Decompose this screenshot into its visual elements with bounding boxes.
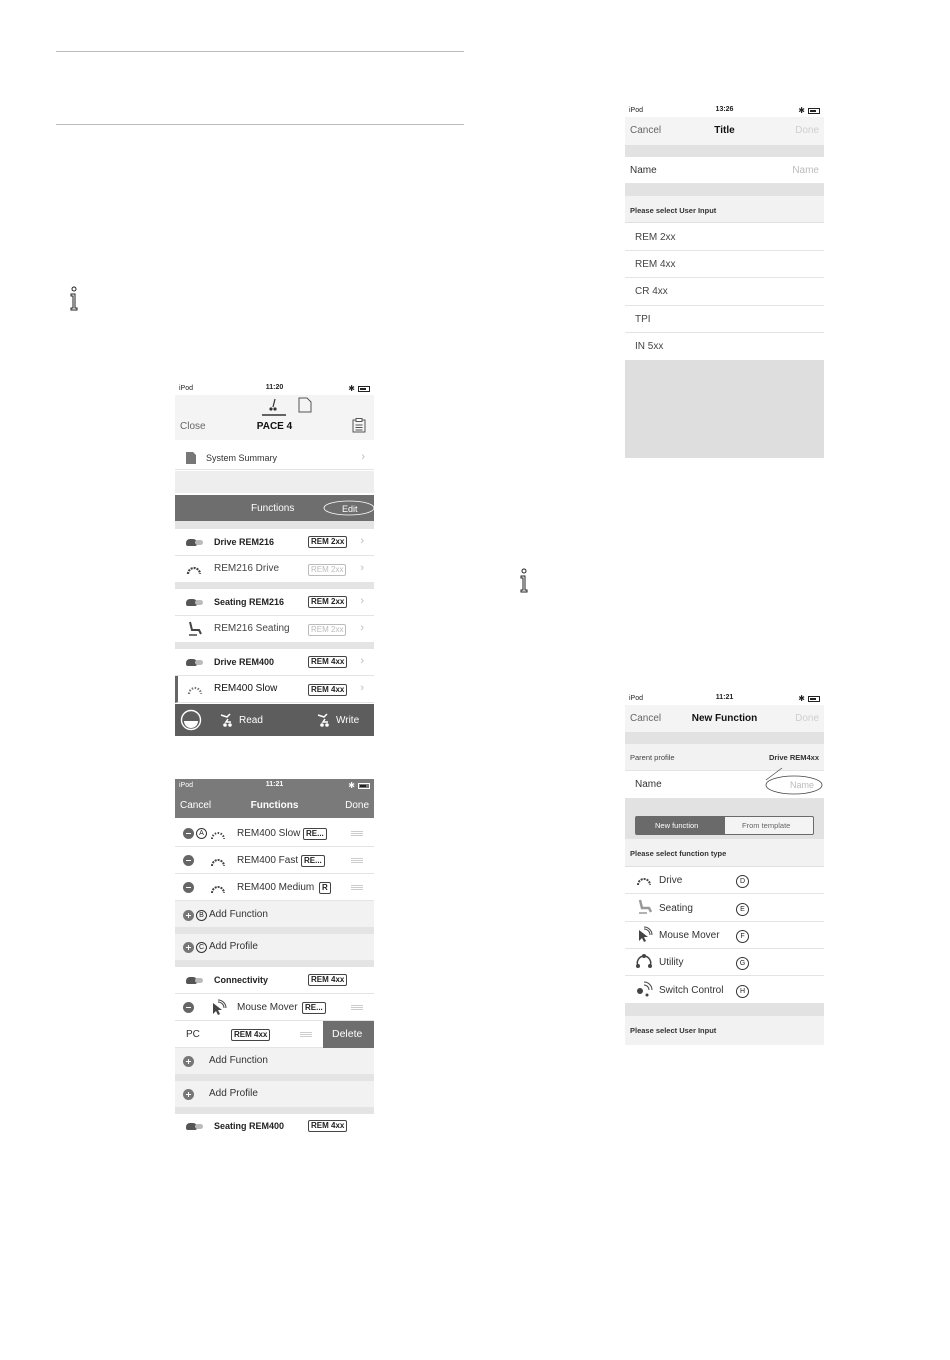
page-title: PACE 4 [256, 421, 293, 432]
row-label: REM400 Medium [237, 882, 315, 893]
status-bar [175, 382, 374, 395]
row-label: REM216 Drive [214, 563, 280, 574]
clock: 11:20 [265, 384, 284, 391]
status-bar [175, 779, 374, 792]
function-type-utility[interactable] [625, 949, 824, 976]
function-type-mouse-mover[interactable] [625, 922, 824, 949]
carrier-label: iPod [179, 782, 194, 789]
device-tag: RE... [303, 828, 327, 840]
row-label: Seating REM400 [214, 1121, 285, 1131]
chevron-right-icon: › [360, 622, 364, 634]
cancel-button[interactable]: Cancel [180, 800, 212, 811]
profile-icon [186, 539, 204, 546]
drive-icon [636, 875, 652, 886]
battery-icon [808, 696, 820, 702]
pace-navbar [175, 395, 374, 440]
delete-button[interactable] [323, 1021, 374, 1048]
switch-control-icon [635, 980, 653, 998]
separator [175, 521, 374, 529]
device-tag: REM 4xx [231, 1029, 270, 1041]
function-type-switch-control[interactable] [625, 976, 824, 1004]
device-tag: REM 4xx [308, 974, 347, 986]
option-label: REM 4xx [635, 259, 676, 270]
system-summary-row[interactable] [175, 446, 374, 470]
row-label: Drive REM216 [214, 537, 275, 547]
document-tab-icon[interactable] [298, 397, 312, 413]
chevron-right-icon: › [360, 655, 364, 667]
cancel-button[interactable]: Cancel [630, 713, 662, 724]
mouse-mover-icon [209, 999, 227, 1017]
device-tag: RE... [301, 855, 325, 867]
profile-row-seating-rem400[interactable] [175, 1114, 374, 1133]
bottom-toolbar [175, 704, 374, 736]
callout-marker: G [736, 957, 749, 970]
row-label: REM400 Fast [237, 855, 299, 866]
user-input-option[interactable] [625, 306, 824, 333]
function-row-mouse-mover[interactable] [175, 994, 374, 1021]
cancel-button[interactable]: Cancel [630, 125, 662, 136]
done-button[interactable]: Done [345, 800, 369, 811]
delete-label: Delete [332, 1028, 363, 1040]
drive-icon [210, 882, 226, 894]
select-function-type-label: Please select function type [625, 839, 824, 867]
separator [625, 145, 824, 157]
clipboard-icon[interactable] [352, 418, 366, 433]
functions-navbar [175, 792, 374, 818]
reorder-handle-icon[interactable] [351, 858, 363, 863]
type-label: Drive [659, 875, 683, 886]
write-icon [316, 712, 332, 728]
page-title: Functions [250, 800, 299, 811]
function-row-rem400-medium[interactable] [175, 874, 374, 901]
write-button[interactable]: Write [336, 715, 360, 726]
type-label: Utility [659, 957, 684, 968]
option-label: IN 5xx [635, 341, 664, 352]
delete-minus-icon[interactable] [183, 828, 194, 839]
add-profile-row[interactable] [175, 1081, 374, 1108]
callout-marker: F [736, 930, 749, 943]
battery-indicator [348, 384, 370, 393]
chevron-right-icon: › [361, 451, 365, 463]
separator [625, 1004, 824, 1016]
name-label: Name [630, 165, 657, 176]
reorder-handle-icon[interactable] [351, 1005, 363, 1010]
function-type-drive[interactable] [625, 867, 824, 894]
device-tag: REM 2xx [308, 536, 347, 548]
callout-marker: E [736, 903, 749, 916]
device-tag: REM 4xx [308, 656, 347, 668]
utility-icon [635, 953, 653, 971]
profile-icon [186, 977, 204, 984]
battery-icon [358, 386, 370, 392]
add-plus-icon[interactable] [183, 1089, 194, 1100]
chevron-right-icon: › [360, 682, 364, 694]
bluetooth-icon: ✱ [798, 106, 805, 115]
battery-indicator [798, 694, 820, 703]
device-tag: REM 4xx [308, 684, 347, 696]
row-label: Seating REM216 [214, 597, 285, 607]
close-button[interactable]: Close [180, 421, 206, 432]
add-function-label: Add Function [209, 909, 268, 920]
user-input-option[interactable] [625, 224, 824, 251]
callout-marker: B [196, 910, 207, 921]
segment-new-function[interactable] [636, 817, 725, 834]
profile-icon [186, 599, 204, 606]
add-profile-row[interactable] [175, 934, 374, 961]
add-function-row[interactable] [175, 901, 374, 928]
function-source-segmented-control [635, 816, 814, 835]
done-button[interactable]: Done [795, 713, 819, 724]
drive-icon [210, 855, 226, 867]
chevron-right-icon: › [360, 535, 364, 547]
bluetooth-icon: ✱ [348, 781, 355, 790]
function-row-pc-swiped[interactable] [175, 1021, 374, 1048]
mouse-mover-icon [635, 926, 653, 944]
function-row-rem400-slow[interactable] [175, 676, 374, 703]
edit-button[interactable]: Edit [342, 504, 358, 514]
profile-row-drive-rem216[interactable] [175, 529, 374, 556]
row-label: PC [186, 1029, 200, 1040]
device-tag: REM 2xx [308, 624, 346, 636]
profile-row-drive-rem400[interactable] [175, 649, 374, 676]
add-profile-label: Add Profile [209, 941, 258, 952]
device-tag: RE... [302, 1002, 326, 1014]
new-function-screen [625, 692, 824, 1045]
option-label: REM 2xx [635, 232, 676, 243]
top-rule-1 [56, 51, 464, 52]
row-label: Mouse Mover [237, 1002, 298, 1013]
function-row-rem400-slow[interactable] [175, 820, 374, 847]
profile-row-seating-rem216[interactable] [175, 589, 374, 616]
row-label: Connectivity [214, 975, 269, 985]
delete-minus-icon[interactable] [183, 882, 194, 893]
callout-marker: D [736, 875, 749, 888]
row-label: Drive REM400 [214, 657, 275, 667]
select-user-input-label: Please select User Input [625, 196, 824, 223]
name-field-row[interactable] [625, 157, 824, 184]
battery-icon [808, 108, 820, 114]
option-label: TPI [635, 314, 651, 325]
device-tag: REM 4xx [308, 1120, 347, 1132]
reorder-handle-icon[interactable] [351, 885, 363, 890]
user-input-option[interactable] [625, 251, 824, 278]
user-input-option[interactable] [625, 278, 824, 306]
device-tag: R [319, 882, 331, 894]
reorder-handle-icon[interactable] [351, 831, 363, 836]
function-row-rem400-fast[interactable] [175, 847, 374, 874]
battery-indicator [348, 781, 370, 790]
callout-marker: A [196, 828, 207, 839]
segment-from-template[interactable] [725, 817, 813, 834]
device-tag: REM 2xx [308, 596, 347, 608]
chevron-right-icon: › [360, 562, 364, 574]
parent-profile-value: Drive REM4xx [768, 753, 819, 762]
drive-icon [186, 563, 202, 575]
chevron-right-icon: › [360, 595, 364, 607]
status-bar [625, 104, 824, 117]
profile-icon [186, 659, 204, 666]
add-function-row[interactable] [175, 1048, 374, 1075]
bluetooth-icon: ✱ [348, 384, 355, 393]
seating-icon [187, 621, 203, 637]
segment-label: From template [742, 821, 791, 830]
empty-area [625, 360, 824, 458]
name-input[interactable]: Name [792, 165, 819, 176]
separator [625, 184, 824, 196]
chair-tab-icon[interactable] [261, 397, 287, 417]
profile-row-connectivity[interactable] [175, 967, 374, 994]
row-label: REM400 Slow [237, 828, 301, 839]
device-tag: REM 2xx [308, 564, 346, 576]
bluetooth-icon: ✱ [798, 694, 805, 703]
name-field-row[interactable] [625, 772, 824, 799]
clock: 13:26 [715, 106, 734, 113]
type-label: Mouse Mover [659, 930, 720, 941]
clock: 11:21 [715, 694, 734, 701]
name-label: Name [635, 779, 662, 790]
carrier-label: iPod [629, 107, 644, 114]
drive-icon [210, 828, 226, 840]
option-label: CR 4xx [635, 286, 668, 297]
type-label: Seating [659, 903, 693, 914]
read-button[interactable]: Read [239, 715, 263, 726]
type-label: Switch Control [659, 985, 724, 996]
battery-indicator [798, 106, 820, 115]
callout-marker: H [736, 985, 749, 998]
delete-minus-icon[interactable] [183, 855, 194, 866]
new-function-navbar [625, 705, 824, 732]
row-label: REM216 Seating [214, 623, 290, 634]
separator [175, 471, 374, 493]
battery-icon [358, 783, 370, 789]
functions-header [175, 495, 374, 521]
add-function-label: Add Function [209, 1055, 268, 1066]
pace-screen [175, 382, 374, 736]
functions-header-label: Functions [251, 503, 295, 514]
document-icon [186, 452, 196, 464]
top-rule-2 [56, 124, 464, 125]
add-plus-icon[interactable] [183, 1056, 194, 1067]
status-bar [625, 692, 824, 705]
read-icon [219, 712, 235, 728]
parent-profile-label: Parent profile [630, 753, 675, 762]
info-icon [517, 568, 531, 594]
select-user-input-label: Please select User Input [625, 1016, 824, 1045]
add-plus-icon[interactable] [183, 910, 194, 921]
title-navbar [625, 117, 824, 145]
home-button-icon[interactable] [180, 709, 202, 731]
functions-screen [175, 779, 374, 1133]
clock: 11:21 [265, 781, 284, 788]
system-summary-label: System Summary [206, 453, 278, 463]
function-type-seating[interactable] [625, 894, 824, 922]
title-screen [625, 104, 824, 458]
carrier-label: iPod [179, 385, 194, 392]
reorder-handle-icon[interactable] [300, 1032, 312, 1037]
add-plus-icon[interactable] [183, 942, 194, 953]
page-title: New Function [691, 713, 758, 724]
info-icon [67, 286, 81, 312]
row-label: REM400 Slow [214, 683, 278, 694]
seating-icon [637, 899, 653, 915]
carrier-label: iPod [629, 695, 644, 702]
separator [625, 732, 824, 744]
delete-minus-icon[interactable] [183, 1002, 194, 1013]
function-row-rem216-drive[interactable] [175, 556, 374, 583]
add-profile-label: Add Profile [209, 1088, 258, 1099]
segment-label: New function [655, 821, 699, 830]
edit-highlight-ellipse [322, 498, 374, 518]
done-button[interactable]: Done [795, 125, 819, 136]
profile-icon [186, 1123, 204, 1130]
page-title: Title [714, 125, 735, 136]
name-highlight-ellipse [764, 758, 824, 798]
callout-marker: C [196, 942, 207, 953]
name-input[interactable]: Name [789, 780, 814, 790]
drive-icon [187, 683, 203, 695]
function-row-rem216-seating[interactable] [175, 616, 374, 643]
user-input-option[interactable] [625, 333, 824, 360]
